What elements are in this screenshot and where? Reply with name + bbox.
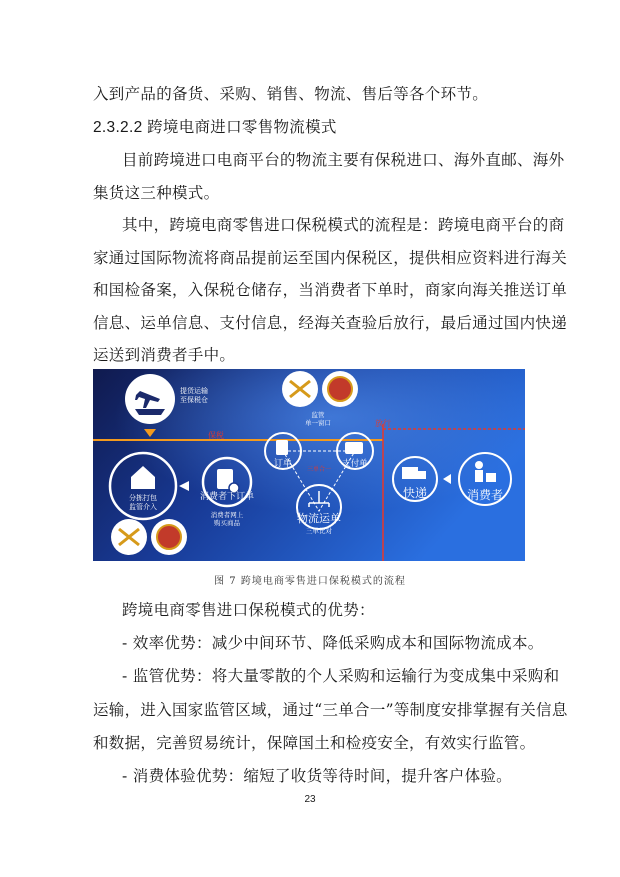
paragraph-line: 目前跨境进口电商平台的物流主要有保税进口、海外直邮、海外	[122, 151, 565, 169]
inspection-seal-icon	[328, 377, 352, 401]
waybill-label: 物流运单	[297, 512, 341, 525]
ship-icon	[135, 409, 165, 415]
unpack-label: 分拣打包	[129, 494, 157, 502]
paragraph-line: 家通过国际物流将商品提前运至国内保税区，提供相应资料进行海关	[93, 249, 568, 267]
express-label: 快递	[402, 486, 428, 500]
supervise-label: 监管	[311, 411, 325, 419]
truck-cab-icon	[418, 471, 426, 479]
flow-diagram	[93, 369, 525, 561]
paragraph-line: 入到产品的备货、采购、销售、物流、售后等各个环节。	[93, 85, 489, 103]
advantage-item: - 效率优势：减少中间环节、降低采购成本和国际物流成本。	[122, 634, 544, 652]
order-place-label: 消费者下订单	[199, 492, 255, 502]
consumer-label: 消费者	[466, 488, 504, 502]
paragraph-line: 和国检备案，入保税仓储存，当消费者下单时，商家向海关推送订单	[93, 281, 568, 299]
order-clipboard-icon	[276, 440, 288, 455]
unpack-label-2: 监管介入	[129, 503, 157, 511]
ship-label: 提货运输	[180, 387, 208, 395]
bond-label: 保税	[208, 431, 224, 440]
inspection-seal-icon-2	[157, 525, 181, 549]
three-in-one-label: 三单合一	[306, 466, 332, 473]
paragraph-line: 集货这三种模式。	[93, 184, 220, 202]
page-number: 23	[304, 794, 316, 805]
payment-label: 支付单	[342, 459, 368, 469]
card-icon	[345, 442, 363, 454]
online-label: 消费者网上	[210, 511, 244, 519]
window-label: 单一窗口	[305, 419, 331, 427]
release-label: 放行	[375, 419, 391, 428]
advantages-title: 跨境电商零售进口保税模式的优势：	[122, 601, 375, 619]
figure-caption: 图 7 跨境电商零售进口保税模式的流程	[214, 576, 406, 587]
paragraph-line: 运送到消费者手中。	[93, 346, 236, 364]
box-icon	[486, 473, 496, 482]
advantage-item: - 消费体验优势：缩短了收货等待时间，提升客户体验。	[122, 767, 512, 785]
section-heading: 2.3.2.2 跨境电商进口零售物流模式	[93, 119, 337, 136]
paragraph-line: 信息、运单信息、支付信息，经海关查验后放行，最后通过国内快递	[93, 314, 568, 332]
person-body-icon	[475, 470, 483, 482]
compare-label: 三单比对	[306, 527, 332, 535]
person-head-icon	[475, 461, 483, 469]
truck-icon	[402, 467, 418, 479]
advantage-item: 和数据，完善贸易统计，保障国土和检疫安全，有效实行监管。	[93, 734, 536, 752]
ship-label-2: 至保税仓	[180, 396, 208, 404]
flow-figure	[93, 369, 525, 561]
paragraph-line: 其中，跨境电商零售进口保税模式的流程是：跨境电商平台的商	[122, 216, 565, 234]
advantage-item: 运输，进入国家监管区域，通过“三单合一”等制度安排掌握有关信息	[93, 701, 568, 719]
order-label: 订单	[273, 459, 293, 469]
advantage-item: - 监管优势：将大量零散的个人采购和运输行为变成集中采购和	[122, 667, 560, 685]
online-label-2: 购买商品	[214, 519, 240, 527]
